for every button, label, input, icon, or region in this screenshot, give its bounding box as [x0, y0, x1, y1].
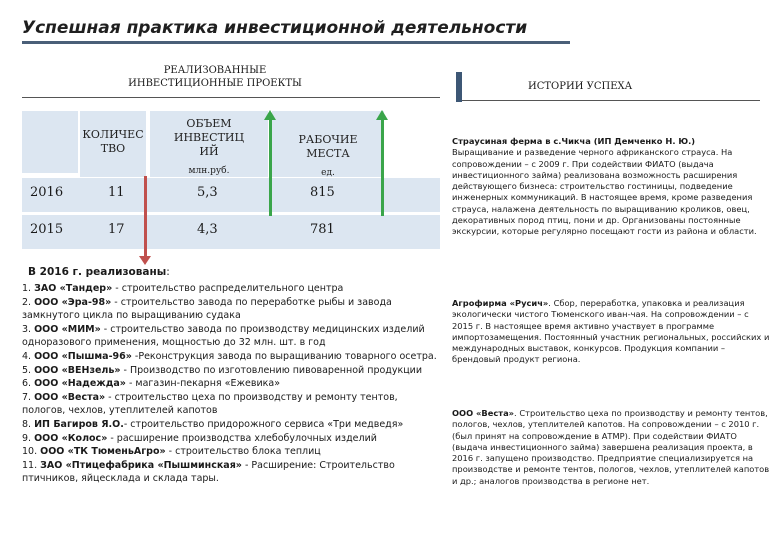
table-row: [22, 178, 440, 212]
list-item: [22, 350, 442, 364]
list-item: [22, 364, 442, 378]
list-item-number: 6.: [22, 378, 32, 390]
list-item: [22, 391, 442, 418]
column-header-jobs-line1: РАБОЧИЕ: [298, 133, 358, 146]
list-item: [22, 323, 442, 350]
list-item-company: ООО «ТК ТюменьАгро»: [40, 446, 166, 458]
success-story: [452, 298, 770, 366]
success-story-text: . Строительство цеха по производству и ремонту тентов, пологов, чехлов, утеплителей капотов. На сопровождении – с 2010 г. (был принят на сопровождение в АТМР). При содействии ФИАТО (выдача инвестиционного займа) завершена реализация проекта, в 2016 г. запущено производство. Предприятие специализируется на производстве и ремонте тентов, пологов, чехлов, утеплителей капотов и др.; аналогов производства в регионе нет.: [452, 408, 770, 486]
increase-arrowhead-icon: [376, 110, 388, 120]
list-item-number: 2.: [22, 296, 32, 308]
list-item-company: ООО «Эра-98»: [34, 296, 112, 308]
increase-arrow-icon: [381, 120, 384, 216]
column-header-jobs: [272, 111, 384, 177]
list-item: [22, 459, 442, 486]
realized-heading-colon: :: [166, 266, 170, 278]
decrease-arrowhead-icon: [139, 256, 151, 265]
list-item-description: - строительство завода по производству медицинских изделий одноразового применения, мощностью до 32 млн. шт. в год: [22, 323, 425, 349]
list-item: [22, 377, 442, 391]
list-item: [22, 445, 442, 459]
projects-heading-divider: [22, 97, 440, 98]
list-item-company: ИП Багиров Я.О.: [34, 418, 124, 430]
list-item-description: - магазин-пекарня «Ежевика»: [125, 378, 281, 390]
table-row: [22, 215, 440, 249]
success-story: [452, 408, 770, 487]
row-investment: 5,3: [197, 185, 218, 200]
list-item-company: ЗАО «Птицефабрика «Пышминская»: [40, 459, 242, 471]
realized-heading: [28, 266, 170, 278]
column-header-count-line1: КОЛИЧЕС: [82, 128, 144, 141]
column-header-count-line2: ТВО: [100, 142, 126, 155]
row-year: 2015: [30, 222, 64, 237]
realized-heading-year: В 2016 г. реализованы: [28, 266, 167, 278]
list-item-description: - строительство распределительного центра: [112, 283, 344, 294]
row-count: 11: [108, 185, 125, 200]
list-item-description: -Реконструкция завода по выращиванию товарного осетра.: [131, 350, 437, 362]
list-item-description: - Расширение: Строительство птичников, яйцесклада и склада тары.: [22, 459, 395, 485]
list-item-number: 9.: [22, 432, 32, 444]
list-item-company: ЗАО «Тандер»: [34, 283, 113, 294]
list-item-number: 1.: [22, 283, 32, 294]
column-header-count: [80, 111, 146, 177]
list-item-number: 8.: [22, 418, 32, 430]
row-count: 17: [108, 222, 125, 237]
decrease-arrow-icon: [144, 176, 147, 258]
list-item-number: 7.: [22, 391, 32, 403]
realized-projects-list: [22, 282, 442, 486]
stories-accent-bar: [456, 72, 462, 102]
page-title: Успешная практика инвестиционной деятельности: [22, 18, 528, 38]
success-story-text: . Сбор, переработка, упаковка и реализация экологически чистого Тюменского иван-чая. На сопровождении – с 2015 г. В настоящее время активно участвует в программе импортозамещения. Постоянный участник региональных, российских и международных выставок, конкурсов. Продукция компании – брендовый продукт региона.: [452, 298, 770, 365]
list-item: [22, 432, 442, 446]
projects-heading: [95, 64, 335, 90]
list-item-description: - строительство завода по переработке рыбы и завода замкнутого цикла по выращиванию судака: [22, 296, 392, 322]
list-item-description: - Производство по изготовлению пивоваренной продукции: [120, 364, 423, 376]
list-item-company: ООО «МИМ»: [34, 323, 101, 335]
list-item-number: 4.: [22, 350, 32, 362]
column-header-investment-line2: ИНВЕСТИЦ: [173, 131, 245, 144]
success-story-text: Выращивание и разведение черного африканского страуса. На сопровождении – с 2009 г. При содействии ФИАТО (выдача инвестиционного займа) реализована возможность расширения действующего бизнеса: строительство гостиницы, подведение инженерных коммуникаций. В настоящее время, кроме разведения страуса, налажена деятельность по выращиванию кроликов, овец, декоративных пород птиц, пони и др. Организованы постоянные экскурсии, которые регулярно посещают гости из района и области.: [452, 147, 757, 237]
row-jobs: 781: [310, 222, 335, 237]
column-header-investment-unit: млн.руб.: [188, 166, 230, 176]
column-header-jobs-line2: МЕСТА: [306, 147, 350, 160]
column-header-investment-line1: ОБЪЕМ: [186, 117, 232, 130]
list-item-description: - строительство цеха по производству и ремонту тентов, пологов, чехлов, утеплителей капотов: [22, 391, 398, 417]
table-corner-cell: [22, 111, 78, 173]
column-header-investment: [150, 111, 268, 177]
list-item-number: 11.: [22, 459, 38, 471]
increase-arrow-icon: [269, 120, 272, 216]
list-item: [22, 282, 442, 296]
list-item: [22, 418, 442, 432]
list-item-number: 10.: [22, 446, 38, 458]
title-underline: [22, 41, 570, 44]
list-item-number: 5.: [22, 364, 32, 376]
projects-heading-line2: ИНВЕСТИЦИОННЫЕ ПРОЕКТЫ: [128, 78, 302, 89]
list-item-description: - строительство блока теплиц: [165, 446, 321, 458]
list-item-company: ООО «Веста»: [34, 391, 106, 403]
list-item-company: ООО «ВЕНзель»: [34, 364, 121, 376]
row-investment: 4,3: [197, 222, 218, 237]
list-item-company: ООО «Колос»: [34, 432, 108, 444]
list-item-number: 3.: [22, 323, 32, 335]
column-header-jobs-unit: ед.: [321, 168, 335, 178]
row-year: 2016: [30, 185, 64, 200]
column-header-investment-line3: ИЙ: [199, 145, 219, 158]
projects-heading-line1: РЕАЛИЗОВАННЫЕ: [163, 65, 267, 76]
success-story-title: ООО «Веста»: [452, 408, 515, 418]
list-item-company: ООО «Пышма-96»: [34, 350, 132, 362]
success-story-title: Страусиная ферма в с.Чикча (ИП Демченко Н. Ю.): [452, 136, 696, 146]
success-story-title: Агрофирма «Русич»: [452, 298, 549, 308]
success-story: [452, 136, 770, 238]
row-jobs: 815: [310, 185, 335, 200]
list-item-company: ООО «Надежда»: [34, 378, 126, 390]
increase-arrowhead-icon: [264, 110, 276, 120]
list-item-description: - строительство придорожного сервиса «Три медведя»: [123, 418, 404, 430]
list-item-description: - расширение производства хлебобулочных изделий: [107, 432, 377, 444]
list-item: [22, 296, 442, 323]
stories-heading: ИСТОРИИ УСПЕХА: [528, 81, 633, 92]
stories-heading-divider: [462, 100, 760, 101]
